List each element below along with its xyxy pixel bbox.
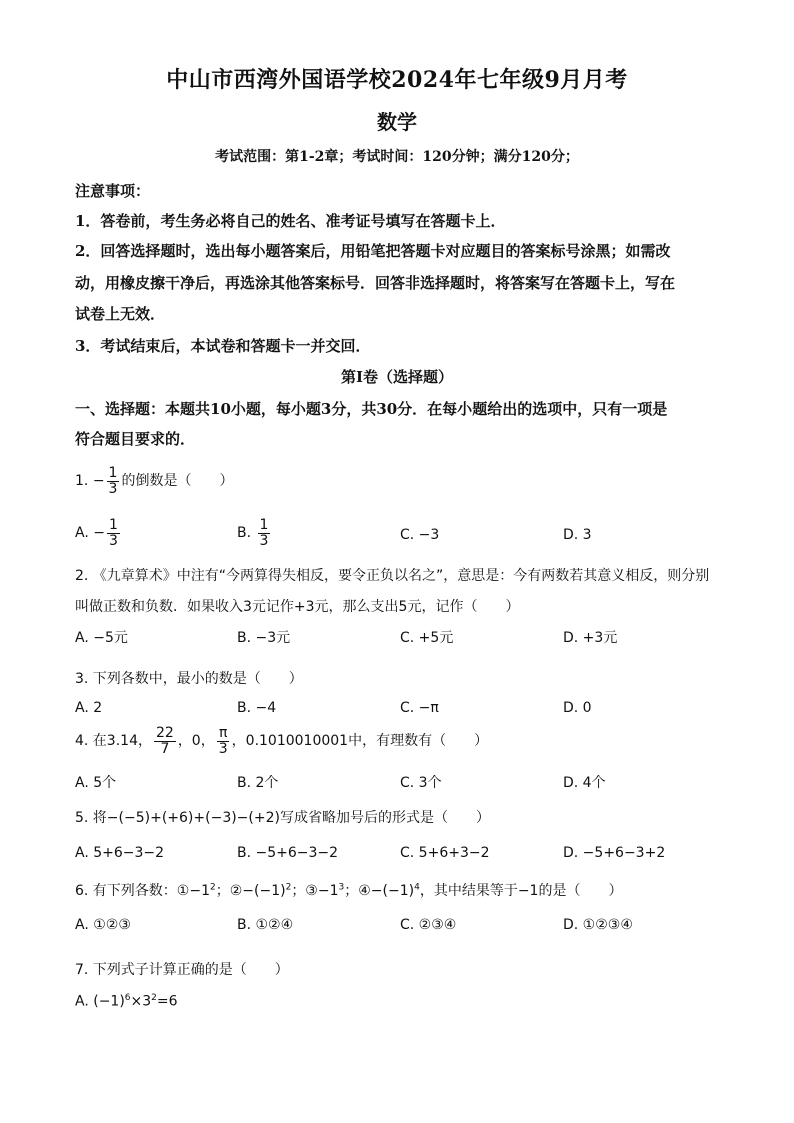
q1-b-num: 1 [259, 517, 269, 533]
note-3: 3．考试结束后，本试卷和答题卡一并交回． [75, 337, 371, 355]
section-instruction-1: 一、选择题：本题共10小题，每小题3分，共30分．在每小题给出的选项中，只有一项是 [75, 400, 668, 418]
q1-a-label: A. [75, 525, 89, 542]
q7-a-exp-2: 2 [151, 993, 157, 1003]
section-title: 第I卷（选择题） [340, 368, 454, 386]
q1-frac-den: 3 [108, 480, 118, 497]
q7-a-pre: A. (−1) [75, 993, 125, 1010]
q1-option-d: D. 3 [563, 527, 592, 543]
q4-fraction-1 [154, 726, 176, 756]
q4-mid: ，0， [177, 733, 215, 750]
q3-option-a: A. 2 [75, 700, 103, 716]
exam-subject: 数学 [377, 110, 417, 134]
q1-b-den: 3 [259, 532, 269, 549]
question-4 [75, 726, 488, 756]
question-6 [75, 880, 622, 900]
q7-stem: 7. 下列式子计算正确的是（ ） [75, 962, 289, 978]
note-1: 1．答卷前，考生务必将自己的姓名、准考证号填写在答题卡上． [75, 212, 506, 230]
q4-option-c: C. 3个 [400, 775, 442, 791]
exam-scope: 考试范围：第1-2章；考试时间：120分钟；满分120分； [215, 149, 579, 165]
q2-stem-line-1: 2. 《九章算术》中注有“今两算得失相反，要令正负以名之”，意思是：今有两数若其意义相反，则分别 [75, 568, 710, 584]
q6-mid-3: ；④−(−1) [344, 883, 415, 899]
q1-option-b [237, 518, 272, 548]
q6-option-b: B. ①②④ [237, 917, 294, 933]
q1-a-fraction [107, 518, 120, 548]
notes-heading: 注意事项： [75, 182, 151, 200]
q4-f1-num: 22 [155, 725, 174, 741]
q1-option-c: C. −3 [400, 527, 440, 543]
q4-f1-den: 7 [160, 740, 170, 757]
q6-option-d: D. ①②③④ [563, 917, 633, 933]
q6-exp-4: 4 [414, 882, 420, 893]
q4-pre: 4. 在3.14， [75, 733, 152, 750]
q4-option-a: A. 5个 [75, 775, 117, 791]
exam-title: 中山市西湾外国语学校2024年七年级9月月考 [166, 67, 628, 93]
q5-option-d: D. −5+6−3+2 [563, 845, 666, 861]
section-instruction-2: 符合题目要求的． [75, 430, 196, 448]
q7-a-post: =6 [156, 993, 178, 1010]
q1-a-num: 1 [108, 517, 118, 533]
q2-option-c: C. +5元 [400, 630, 454, 646]
q4-post: ，0.1010010001中，有理数有（ ） [231, 733, 489, 750]
q6-mid-1: ；②−(−1) [215, 883, 286, 899]
q6-exp-3: 3 [338, 882, 345, 893]
q1-option-a [75, 518, 122, 548]
q1-frac-num: 1 [108, 465, 118, 481]
q6-option-a: A. ①②③ [75, 917, 131, 933]
note-2-line-1: 2．回答选择题时，选出每小题答案后，用铅笔把答题卡对应题目的答案标号涂黑；如需改 [75, 242, 671, 260]
q6-post: ，其中结果等于−1的是（ ） [419, 883, 623, 899]
q6-mid-2: ；③−1 [291, 883, 339, 899]
q6-pre: 6. 有下列各数：①−1 [75, 883, 210, 899]
q4-option-b: B. 2个 [237, 775, 279, 791]
q6-exp-2: 2 [285, 882, 292, 893]
note-2-line-3: 试卷上无效． [75, 305, 166, 323]
q5-option-a: A. 5+6−3−2 [75, 845, 165, 861]
q1-minus: − [92, 473, 105, 490]
q1-stem: 的倒数是（ ） [121, 473, 234, 490]
q7-option-a [75, 993, 178, 1010]
q2-option-b: B. −3元 [237, 630, 291, 646]
q2-option-d: D. +3元 [563, 630, 618, 646]
q3-stem: 3. 下列各数中，最小的数是（ ） [75, 671, 303, 687]
q3-option-d: D. 0 [563, 700, 592, 716]
q1-a-den: 3 [108, 532, 118, 549]
q4-f2-den: 3 [218, 740, 228, 757]
q7-a-mid: ×3 [130, 993, 152, 1010]
q3-option-b: B. −4 [237, 700, 277, 716]
q1-number: 1. [75, 473, 89, 490]
q3-option-c: C. −π [400, 700, 439, 716]
q7-a-exp-1: 6 [124, 993, 131, 1003]
q1-b-fraction [258, 518, 271, 548]
q2-option-a: A. −5元 [75, 630, 128, 646]
question-1 [75, 466, 233, 496]
q5-option-c: C. 5+6+3−2 [400, 845, 490, 861]
q5-stem: 5. 将−(−5)+(+6)+(−3)−(+2)写成省略加号后的形式是（ ） [75, 810, 490, 826]
q2-stem-line-2: 叫做正数和负数．如果收入3元记作+3元，那么支出5元，记作（ ） [75, 599, 520, 615]
q6-exp-1: 2 [210, 882, 216, 893]
q4-option-d: D. 4个 [563, 775, 606, 791]
q4-f2-num: π [218, 725, 228, 741]
q6-option-c: C. ②③④ [400, 917, 457, 933]
q1-a-minus: − [93, 525, 105, 542]
q1-fraction [107, 466, 120, 496]
q1-b-label: B. [237, 525, 252, 542]
note-2-line-2: 动，用橡皮擦干净后，再选涂其他答案标号．回答非选择题时，将答案写在答题卡上，写在 [75, 274, 676, 292]
q4-fraction-2 [217, 726, 230, 756]
q5-option-b: B. −5+6−3−2 [237, 845, 339, 861]
